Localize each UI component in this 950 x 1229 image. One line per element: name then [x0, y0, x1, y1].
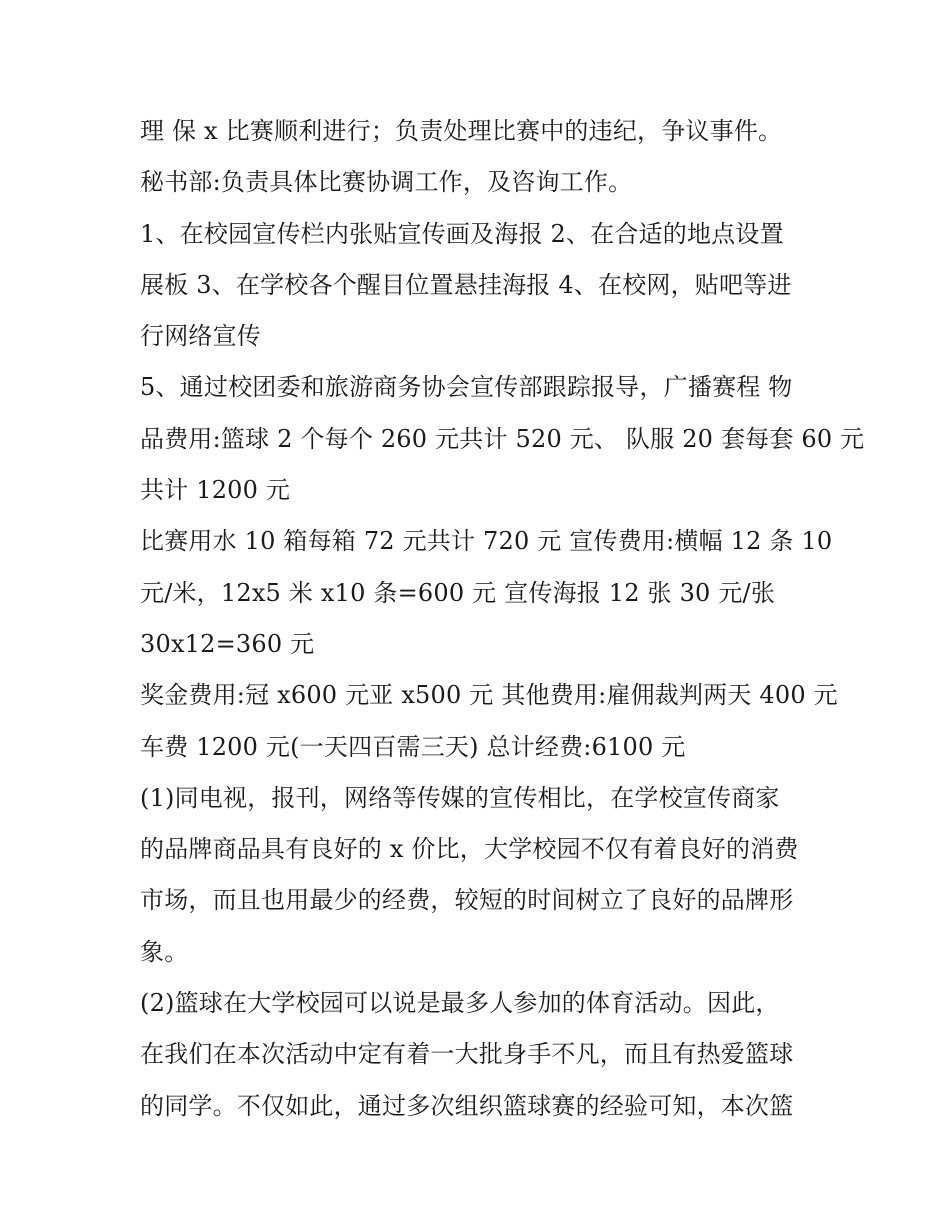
- text-line: 30x12=360 元: [140, 629, 315, 658]
- text-line: 理 保 x 比赛顺利进行；负责处理比赛中的违纪，争议事件。: [140, 117, 783, 145]
- text-line: 行网络宣传: [140, 322, 261, 351]
- text-line: 共计 1200 元: [140, 476, 291, 505]
- text-line: 奖金费用:冠 x600 元亚 x500 元 其他费用:雇佣裁判两天 400 元: [140, 681, 838, 710]
- text-line: 品费用:篮球 2 个每个 260 元共计 520 元、 队服 20 套每套 60 元: [140, 424, 865, 453]
- text-line: 的品牌商品具有良好的 x 价比，大学校园不仅有着良好的消费: [140, 835, 799, 864]
- text-line: (2)篮球在大学校园可以说是最多人参加的体育活动。因此，: [140, 989, 780, 1018]
- text-line: 1、在校园宣传栏内张贴宣传画及海报 2、在合适的地点设置: [140, 219, 784, 248]
- text-line: 秘书部:负责具体比赛协调工作，及咨询工作。: [140, 168, 633, 197]
- text-line: 的同学。不仅如此，通过多次组织篮球赛的经验可知，本次篮: [140, 1091, 794, 1120]
- text-line: 象。: [140, 937, 189, 966]
- text-line: 展板 3、在学校各个醒目位置悬挂海报 4、在校网，贴吧等进: [140, 270, 792, 299]
- text-line: 比赛用水 10 箱每箱 72 元共计 720 元 宣传费用:横幅 12 条 10: [140, 527, 833, 556]
- text-line: 市场，而且也用最少的经费，较短的时间树立了良好的品牌形: [140, 886, 794, 915]
- text-line: 在我们在本次活动中定有着一大批身手不凡，而且有热爱篮球: [140, 1040, 794, 1069]
- document-page: [140, 106, 865, 1132]
- text-line: 车费 1200 元(一天四百需三天) 总计经费:6100 元: [140, 732, 686, 761]
- text-line: 5、通过校团委和旅游商务协会宣传部跟踪报导，广播赛程 物: [140, 373, 793, 402]
- text-line: (1)同电视，报刊，网络等传媒的宣传相比，在学校宣传商家: [140, 783, 780, 812]
- text-line: 元/米，12x5 米 x10 条=600 元 宣传海报 12 张 30 元/张: [140, 578, 776, 607]
